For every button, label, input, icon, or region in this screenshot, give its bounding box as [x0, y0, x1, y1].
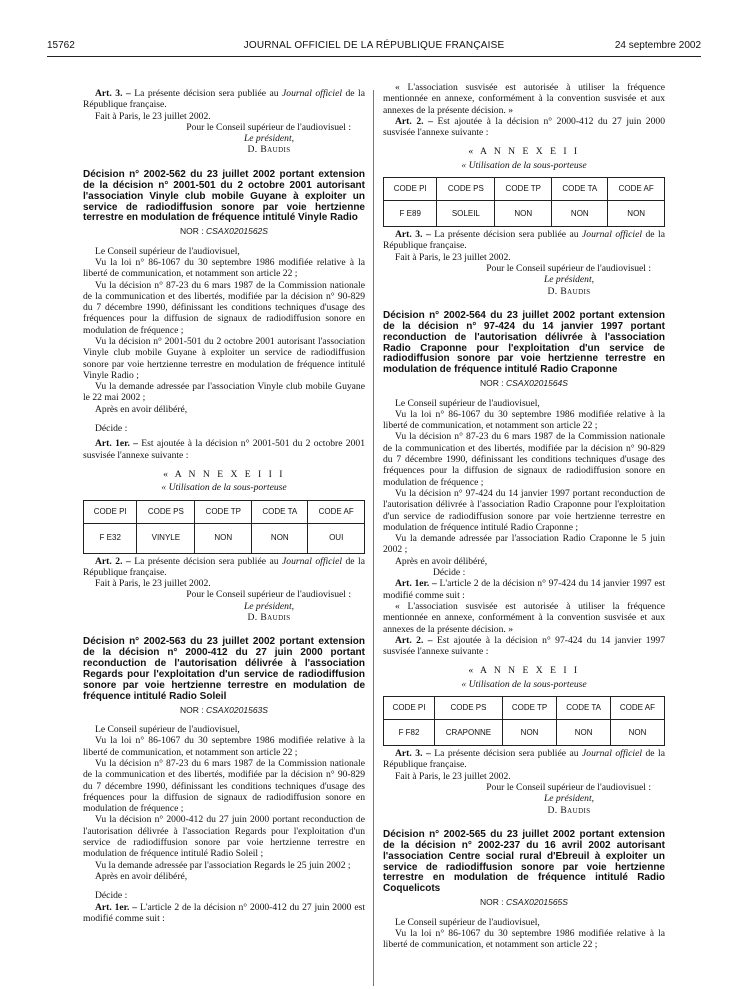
signature-for: Pour le Conseil supérieur de l'audiovisuel : [186, 589, 351, 601]
fait-a-paris: Fait à Paris, le 23 juillet 2002. [95, 578, 211, 590]
table-row [384, 720, 665, 746]
decision-title-565: Décision n° 2002-565 du 23 juillet 2002 portant extension de la décision n° 2002-237 du 16 avril 2002 autorisant l'association Centre social rural d'Ebreuil à exploiter un service de radiodiffusion sonore par voie hertzienne terrestre en modulation de fréquence intitulé Radio Coquelicots [383, 828, 665, 895]
table-row [84, 523, 365, 553]
d564-para-6: Après en avoir délibéré, [395, 555, 488, 567]
table-header-cell: CODE PI [384, 697, 435, 720]
d563-para-5: Vu la demande adressée par l'association Regards le 25 juin 2002 ; [95, 859, 351, 871]
table-cell: F E89 [384, 201, 437, 227]
d564-article-1: Art. 1er. – L'article 2 de la décision n° 97-424 du 14 janvier 1997 est modifié comme suit : [383, 578, 665, 601]
table-header-cell: CODE TA [557, 697, 611, 720]
table-header-cell: CODE TP [502, 697, 556, 720]
table-header-cell: CODE PI [84, 500, 137, 523]
table-cell: NON [552, 201, 608, 227]
decide-label: Décide : [433, 567, 466, 579]
table-header-cell: CODE AF [308, 500, 365, 523]
signature-name: D. Baudis [547, 285, 591, 297]
d564-annex-title: « A N N E X E I I [468, 665, 580, 677]
d565-para-1: Le Conseil supérieur de l'audiovisuel, [395, 916, 540, 928]
d562-para-1: Le Conseil supérieur de l'audiovisuel, [95, 245, 240, 257]
signature-for: Pour le Conseil supérieur de l'audiovisuel : [186, 121, 351, 133]
page-header [47, 40, 701, 56]
table-header-row [84, 500, 365, 523]
signature-president: Le président, [543, 274, 595, 286]
table-cell: OUI [308, 523, 365, 553]
signature-president: Le président, [243, 600, 295, 612]
d563-annex-subtitle: « Utilisation de la sous-porteuse [461, 159, 587, 171]
d564-frequency-table [383, 696, 665, 746]
d563-annex-title: « A N N E X E I I [468, 146, 580, 158]
d562-para-5: Vu la demande adressée par l'association Vinyle club mobile Guyane le 22 mai 2002 ; [83, 381, 365, 404]
d562-article-2: Art. 2. – La présente décision sera publiée au Journal officiel de la République française. [83, 555, 365, 578]
signature-president: Le président, [243, 133, 295, 145]
d563-para-2: Vu la loi n° 86-1067 du 30 septembre 1986 modifiée relative à la liberté de communication, et notamment son article 22 ; [83, 735, 365, 758]
d564-para-3: Vu la décision n° 87-23 du 6 mars 1987 de la Commission nationale de la communication et des libertés, modifiée par la décision n° 90-829 du 7 décembre 1990, définissant les conditions techniques d'usage des fréquences pour la diffusion de signaux de radiodiffusion sonore en modulation de fréquence ; [383, 431, 665, 488]
journal-title: JOURNAL OFFICIEL DE LA RÉPUBLIQUE FRANÇAISE [243, 40, 505, 51]
table-header-cell: CODE AF [608, 178, 665, 201]
decision-title-562: Décision n° 2002-562 du 23 juillet 2002 portant extension de la décision n° 2001-501 du 2 octobre 2001 autorisant l'association Vinyle club mobile Guyane à exploiter un service de radiodiffusion sonore par voie hertzienne terrestre en modulation de fréquence intitulé Vinyle Radio [83, 168, 365, 224]
d563-article-3: Art. 3. – La présente décision sera publiée au Journal officiel de la République française. [383, 229, 665, 252]
d562-para-6: Après en avoir délibéré, [95, 403, 188, 415]
decide-label: Décide : [95, 423, 128, 435]
d562-frequency-table [83, 500, 365, 554]
table-header-cell: CODE AF [610, 697, 664, 720]
table-cell: F E32 [84, 523, 137, 553]
table-cell: NON [502, 720, 556, 746]
d562-annex-subtitle: « Utilisation de la sous-porteuse [161, 482, 287, 494]
table-header-cell: CODE TP [195, 500, 252, 523]
table-cell: NON [610, 720, 664, 746]
table-cell: F F82 [384, 720, 435, 746]
decision-title-563: Décision n° 2002-563 du 23 juillet 2002 portant extension de la décision n° 2000-412 du 27 juin 2000 portant reconduction de l'autorisation délivrée à l'association Regards pour l'exploitation d'un service de radiodiffusion sonore par voie hertzienne terrestre en modulation de fréquence intitulé Radio Soleil [83, 636, 365, 702]
table-cell: VINYLE [137, 523, 195, 553]
column-divider [373, 90, 374, 986]
table-cell: NON [495, 201, 552, 227]
signature-name: D. Baudis [247, 612, 291, 624]
table-row [384, 201, 665, 227]
table-cell: NON [557, 720, 611, 746]
decision-title-564: Décision n° 2002-564 du 23 juillet 2002 portant extension de la décision n° 97-424 du 14 janvier 1997 portant reconduction de l'autorisation délivrée à l'association Radio Craponne pour l'exploitation d'un service de radiodiffusion sonore par voie hertzienne terrestre en modulation de fréquence intitulé Radio Craponne [383, 309, 665, 376]
d564-para-4: Vu la décision n° 97-424 du 14 janvier 1997 portant reconduction de l'autorisation délivrée à l'association Radio Craponne pour l'exploitation d'un service de radiodiffusion sonore par voie hertzienne terrestre en modulation de fréquence intitulé Radio Craponne ; [383, 487, 665, 533]
signature-for: Pour le Conseil supérieur de l'audiovisuel : [486, 781, 651, 793]
table-header-cell: CODE PS [437, 178, 495, 201]
nor-564: NOR : CSAX0201564S [480, 378, 568, 389]
d563-para-3: Vu la décision n° 87-23 du 6 mars 1987 de la Commission nationale de la communication et des libertés, modifiée par la décision n° 90-829 du 7 décembre 1990, définissant les conditions techniques d'usage des fréquences pour la diffusion de signaux de radiodiffusion sonore en modulation de fréquence ; [83, 757, 365, 815]
table-header-cell: CODE TP [495, 178, 552, 201]
d564-para-1: Le Conseil supérieur de l'audiovisuel, [395, 397, 540, 409]
signature-name: D. Baudis [547, 804, 591, 816]
d564-para-5: Vu la demande adressée par l'association Radio Craponne le 5 juin 2002 ; [383, 533, 665, 556]
signature-name: D. Baudis [247, 144, 291, 156]
d564-quote: « L'association susvisée est autorisée à utiliser la fréquence mentionnée en annexe, conformément à la convention susvisée et aux annexes de la présente décision. » [383, 600, 665, 635]
header-rule [47, 56, 701, 57]
d562-article-1: Art. 1er. – Est ajoutée à la décision n° 2001-501 du 2 octobre 2001 susvisée l'annexe suivante : [83, 438, 365, 461]
fait-a-paris: Fait à Paris, le 23 juillet 2002. [95, 110, 211, 122]
signature-for: Pour le Conseil supérieur de l'audiovisuel : [486, 262, 651, 274]
fait-a-paris: Fait à Paris, le 23 juillet 2002. [395, 251, 511, 263]
d564-article-2: Art. 2. – Est ajoutée à la décision n° 97-424 du 14 janvier 1997 susvisée l'annexe suivante : [383, 634, 665, 658]
d563-article-2: Art. 2. – Est ajoutée à la décision n° 2000-412 du 27 juin 2000 susvisée l'annexe suivante : [383, 115, 665, 139]
nor-563: NOR : CSAX0201563S [180, 704, 268, 715]
table-header-row [384, 178, 665, 201]
article-3: Art. 3. – La présente décision sera publiée au Journal officiel de la République française. [83, 88, 365, 111]
nor-565: NOR : CSAX0201565S [480, 897, 568, 908]
table-cell: SOLEIL [437, 201, 495, 227]
table-cell: NON [608, 201, 665, 227]
d565-para-2: Vu la loi n° 86-1067 du 30 septembre 1986 modifiée relative à la liberté de communication, et notamment son article 22 ; [383, 927, 665, 951]
table-cell: NON [195, 523, 252, 553]
d562-para-2: Vu la loi n° 86-1067 du 30 septembre 1986 modifiée relative à la liberté de communication, et notamment son article 22 ; [83, 256, 365, 280]
d563-frequency-table [383, 177, 665, 227]
d563-quote: « L'association susvisée est autorisée à utiliser la fréquence mentionnée en annexe, conformément à la convention susvisée et aux annexes de la présente décision. » [383, 82, 665, 116]
table-header-cell: CODE TA [252, 500, 308, 523]
fait-a-paris: Fait à Paris, le 23 juillet 2002. [395, 770, 511, 782]
d563-para-6: Après en avoir délibéré, [95, 870, 188, 882]
table-header-cell: CODE PS [137, 500, 195, 523]
left-column [83, 88, 365, 924]
d562-para-4: Vu la décision n° 2001-501 du 2 octobre 2001 autorisant l'association Vinyle club mobile Guyane à exploiter un service de radiodiffusion sonore par voie hertzienne terrestre en modulation de fréquence intitulé Vinyle Radio ; [83, 335, 365, 381]
table-header-cell: CODE TA [552, 178, 608, 201]
table-cell: CRAPONNE [435, 720, 503, 746]
table-header-cell: CODE PS [435, 697, 503, 720]
table-cell: NON [252, 523, 308, 553]
signature-president: Le président, [543, 793, 595, 805]
d564-annex-subtitle: « Utilisation de la sous-porteuse [461, 678, 587, 690]
d564-para-2: Vu la loi n° 86-1067 du 30 septembre 1986 modifiée relative à la liberté de communication, et notamment son article 22 ; [383, 408, 665, 432]
d562-para-3: Vu la décision n° 87-23 du 6 mars 1987 de la Commission nationale de la communication et des libertés, modifiée par la décision n° 90-829 du 7 décembre 1990, définissant les conditions techniques d'usage des fréquences pour la diffusion de signaux de radiodiffusion sonore en modulation de fréquence ; [83, 279, 365, 336]
page-number: 15762 [47, 40, 75, 51]
d563-article-1: Art. 1er. – L'article 2 de la décision n° 2000-412 du 27 juin 2000 est modifié comme suit : [83, 901, 365, 924]
table-header-cell: CODE PI [384, 178, 437, 201]
d563-para-4: Vu la décision n° 2000-412 du 27 juin 2000 portant reconduction de l'autorisation délivrée à l'association Regards pour l'exploitation d'un service de radiodiffusion sonore par voie hertzienne terrestre en modulation de fréquence intitulé Radio Soleil ; [83, 814, 365, 860]
nor-562: NOR : CSAX0201562S [180, 226, 268, 237]
d564-article-3: Art. 3. – La présente décision sera publiée au Journal officiel de la République française. [383, 748, 665, 771]
d562-annex-title: « A N N E X E I I I [163, 468, 285, 480]
right-column [383, 82, 665, 950]
d563-para-1: Le Conseil supérieur de l'audiovisuel, [95, 724, 240, 736]
decide-label: Décide : [95, 890, 128, 902]
table-header-row [384, 697, 665, 720]
issue-date: 24 septembre 2002 [614, 40, 701, 51]
